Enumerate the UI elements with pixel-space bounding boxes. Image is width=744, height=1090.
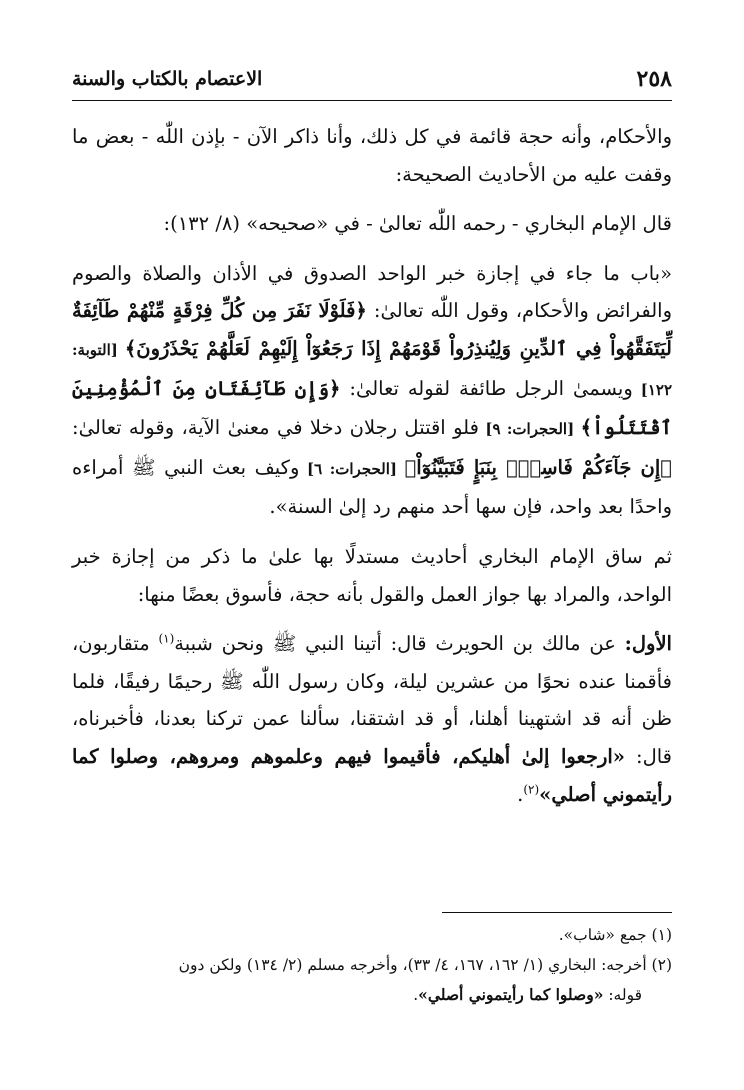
then-paragraph: ثم ساق الإمام البخاري أحاديث مستدلًا بها علىٰ ما ذكر من إجازة خبر الواحد، والمراد بها جواز العمل والقول بأنه حجة، فأسوق بعضًا منها: <box>72 544 672 606</box>
verse-ref-2: [الحجرات: ٩] <box>478 420 581 439</box>
chapter-quote <box>72 255 672 526</box>
quran-verse-2: ﴿وَإِن طَآئِفَتَانِ مِنَ ٱلْمُؤْمِنِينَ ٱقْتَتَلُواْ﴾ <box>72 376 672 440</box>
chapter-part-1: «باب ما جاء في إجازة خبر الواحد الصدوق في الأذان والصلاة والصوم والفرائض والأحكام، وقول اللّٰه تعالىٰ: <box>72 261 672 323</box>
running-title: الاعتصام بالكتاب والسنة <box>72 68 263 90</box>
first-label: الأول: <box>624 632 672 656</box>
first-end: . <box>517 782 524 806</box>
chapter-part-4: وكيف بعث النبي ﷺ أمراءه واحدًا بعد واحد، فإن سها أحد منهم رد إلىٰ السنة». <box>72 455 672 519</box>
footnote-2-end: . <box>413 986 419 1004</box>
footnote-mark-2: (٢) <box>523 782 540 796</box>
first-text-2: متقاربون، فأقمنا عنده نحوًا من عشرين ليلة، وكان رسول اللّٰه ﷺ رحيمًا رفيقًا، فلما ظن أنه قد اشتهينا أهلنا، أو قد اشتقنا، سألنا عمن تركنا بعدنا، فأخبرناه، قال: <box>72 632 673 768</box>
page-header <box>72 62 672 96</box>
hadith-quote: «ارجعوا إلىٰ أهليكم، فأقيموا فيهم وعلموهم ومروهم، وصلوا كما رأيتموني أصلي» <box>72 744 672 806</box>
first-hadith <box>72 625 672 813</box>
footnote-mark-1: (١) <box>158 631 175 646</box>
quran-verse-3: ﴿إِن جَآءَكُمْ فَاسِقُۢ بِنَبَإٍ فَتَبَيَّنُوٓاْ﴾ <box>404 455 672 479</box>
verse-ref-3: [الحجرات: ٦] <box>299 459 405 478</box>
verse-ref-1: [التوبة: ١٢٢] <box>72 340 672 399</box>
footnote-rule <box>442 912 672 913</box>
footnotes <box>72 920 672 1010</box>
intro-paragraph: والأحكام، وأنه حجة قائمة في كل ذلك، وأنا ذاكر الآن - بإذن اللّٰه - بعض ما وقفت عليه من الأحاديث الصحيحة: <box>72 125 672 186</box>
chapter-part-3: فلو اقتتل رجلان دخلا في معنىٰ الآية، وقوله تعالىٰ: <box>72 416 479 440</box>
footnote-2-prefix: قوله: <box>603 986 642 1004</box>
quran-verse-1: ﴿فَلَوْلَا نَفَرَ مِن كُلِّ فِرْقَةٍ مِّنْهُمْ طَآئِفَةٌ لِّيَتَفَقَّهُواْ فِي ٱلدِّينِ وَلِيُنذِرُواْ قَوْمَهُمْ إِذَا رَجَعُوٓاْ إِلَيْهِمْ لَعَلَّهُمْ يَحْذَرُونَ﴾ <box>72 299 672 360</box>
main-text <box>72 118 672 825</box>
footnote-2-quote: «وصلوا كما رأيتموني أصلي» <box>418 985 604 1004</box>
chapter-part-2: ويسمىٰ الرجل طائفة لقوله تعالىٰ: <box>340 376 633 400</box>
bukhari-citation: قال الإمام البخاري - رحمه اللّٰه تعالىٰ - في «صحيحه» (٨/ ١٣٢): <box>163 212 672 236</box>
footnote-2: (٢) أخرجه: البخاري (١/ ١٦٢، ١٦٧، ٤/ ٣٣)، وأخرجه مسلم (٢/ ١٣٤) ولكن دون <box>178 956 672 974</box>
first-text-1: عن مالك بن الحويرث قال: أتينا النبي ﷺ ونحن شببة <box>174 632 625 656</box>
footnote-1: (١) جمع «شاب». <box>558 926 672 944</box>
footnote-2-continuation <box>72 980 672 1010</box>
page-number: ٢٥٨ <box>636 66 672 92</box>
header-rule <box>72 100 672 101</box>
